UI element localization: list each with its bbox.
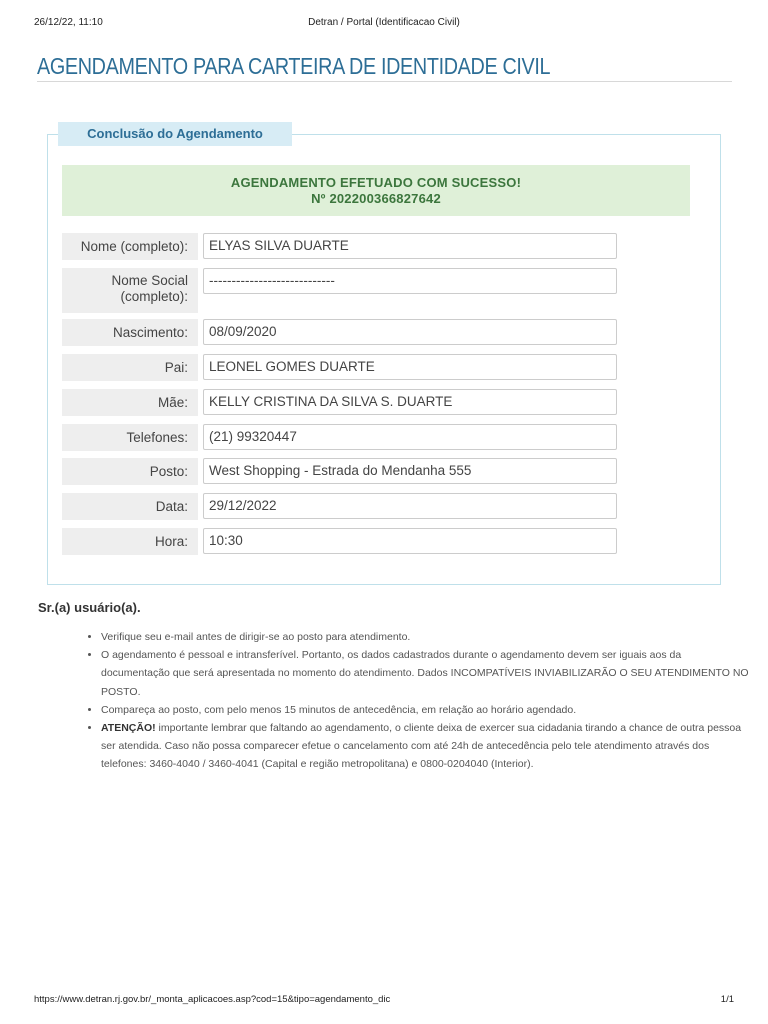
label-pai: Pai: [62,354,198,381]
label-nome: Nome (completo): [62,233,198,260]
print-header [34,17,734,31]
row-hora [62,528,617,555]
value-nome: ELYAS SILVA DUARTE [203,233,617,259]
page-title: AGENDAMENTO PARA CARTEIRA DE IDENTIDADE CIVIL [37,53,551,79]
label-posto: Posto: [62,458,198,485]
booking-number: Nº 202200366827642 [311,191,441,206]
attention-label: ATENÇÃO! [101,722,156,735]
list-item: • Compareça ao posto, com pelo menos 15 minutos de antecedência, em relação ao horário agendado. [101,701,749,719]
title-divider [37,81,732,82]
success-alert [62,165,690,216]
section-legend: Conclusão do Agendamento [58,122,292,146]
value-mae: KELLY CRISTINA DA SILVA S. DUARTE [203,389,617,415]
label-nome-social: Nome Social (completo): [62,268,198,313]
row-nascimento [62,319,617,346]
value-posto: West Shopping - Estrada do Mendanha 555 [203,458,617,484]
label-hora: Hora: [62,528,198,555]
print-page-number: 1/1 [720,994,734,1005]
success-message: AGENDAMENTO EFETUADO COM SUCESSO! [230,175,522,190]
row-telefones [62,424,617,451]
value-pai: LEONEL GOMES DUARTE [203,354,617,380]
notice-list [86,628,749,774]
row-mae [62,389,617,416]
list-item: • O agendamento é pessoal e intransferível. Portanto, os dados cadastrados durante o agendamento devem ser iguais aos da documentação que será apresentada no momento do atendimento. Dados INCOMPATÍVEIS INVIABILIZARÃO O SEU ATENDIMENTO NO POSTO. [101,646,749,701]
list-item: • Verifique seu e-mail antes de dirigir-se ao posto para atendimento. [101,628,749,646]
row-posto [62,458,617,485]
value-hora: 10:30 [203,528,617,554]
print-footer [34,994,734,1008]
print-url: https://www.detran.rj.gov.br/_monta_aplicacoes.asp?cod=15&tipo=agendamento_dic [34,994,391,1005]
value-nome-social: ---------------------------- [203,268,617,294]
row-nome [62,233,617,260]
print-page-title: Detran / Portal (Identificacao Civil) [308,17,460,28]
row-pai [62,354,617,381]
label-telefones: Telefones: [62,424,198,451]
label-nascimento: Nascimento: [62,319,198,346]
row-nome-social [62,268,617,313]
notice-greeting: Sr.(a) usuário(a). [38,600,141,615]
label-data: Data: [62,493,198,520]
print-datetime: 26/12/22, 11:10 [34,17,103,28]
list-item: • ATENÇÃO! importante lembrar que faltando ao agendamento, o cliente deixa de exercer sua cidadania tirando a chance de outra pessoa ser atendida. Caso não possa comparecer efetue o cancelamento com até 24h de antecedência pelo tele atendimento através dos telefones: 3460-4040 / 3460-4041 (Capital e região metropolitana) e 0800-0204040 (Interior). [101,719,749,774]
value-nascimento: 08/09/2020 [203,319,617,345]
value-data: 29/12/2022 [203,493,617,519]
label-mae: Mãe: [62,389,198,416]
value-telefones: (21) 99320447 [203,424,617,450]
row-data [62,493,617,520]
